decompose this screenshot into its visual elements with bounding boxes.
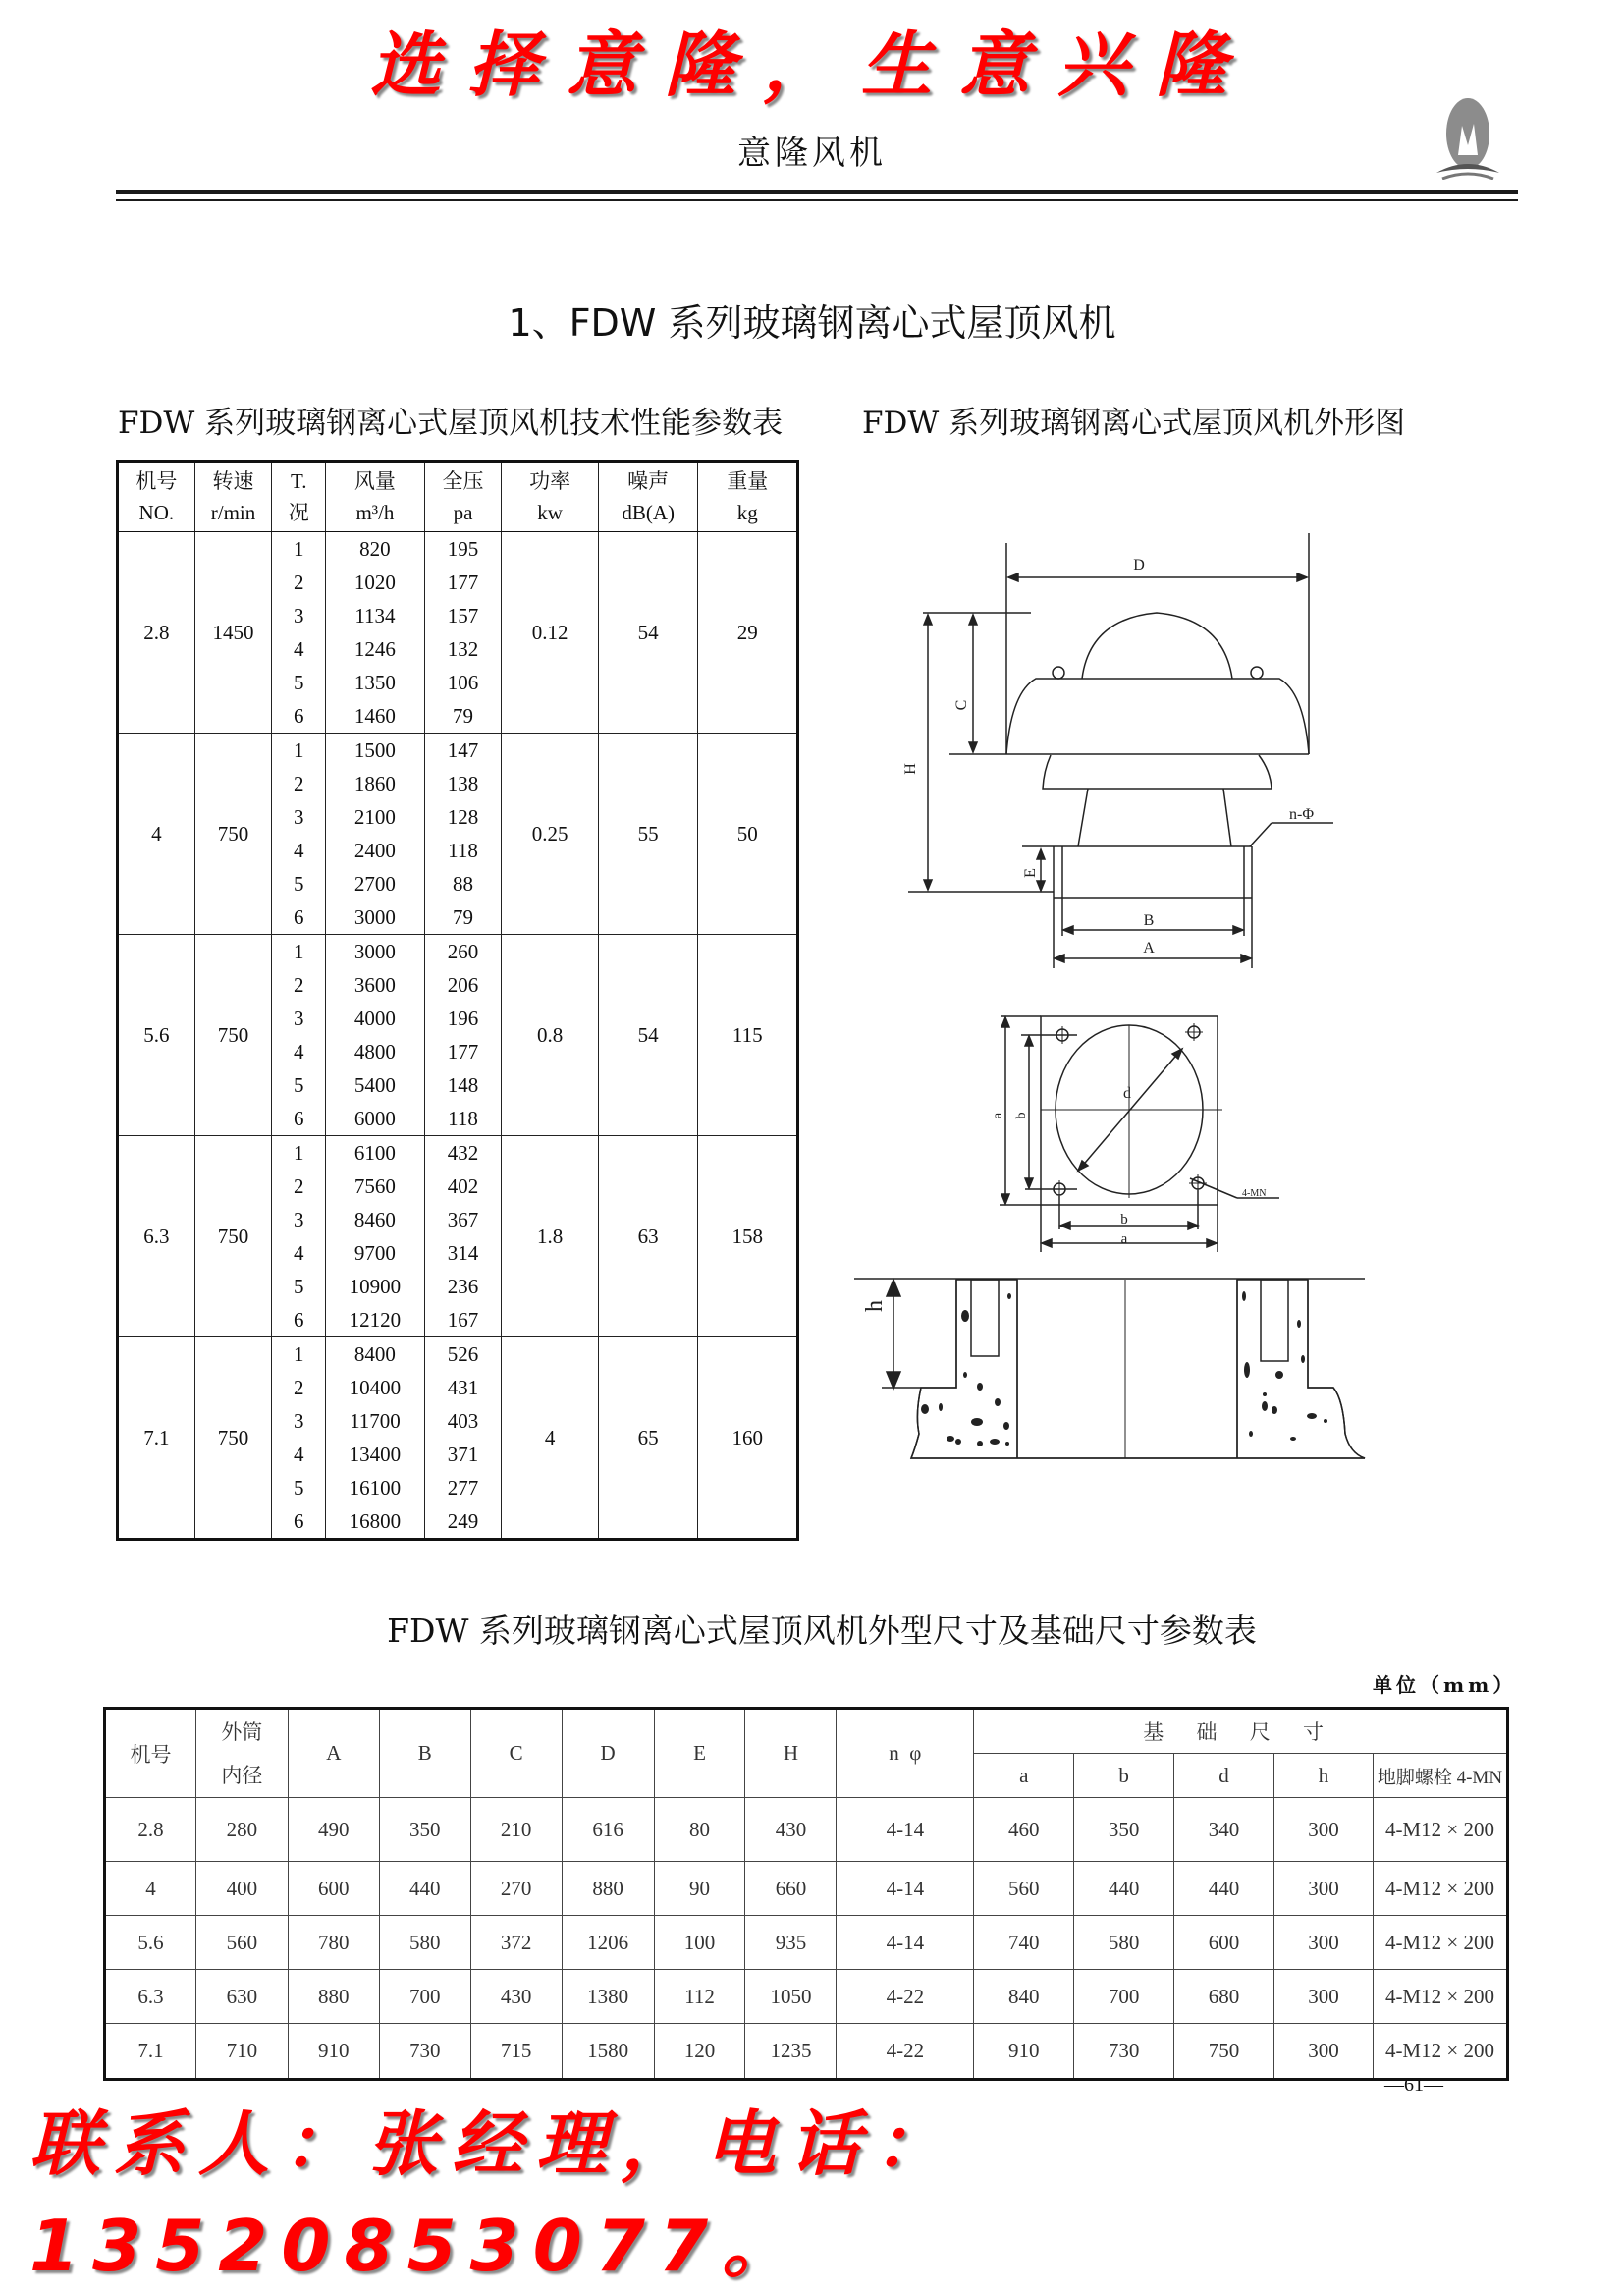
header-rule-thin: [116, 199, 1518, 201]
label-4-mn: 4-MN: [1242, 1188, 1267, 1199]
cell-a-lower: 740: [974, 1916, 1074, 1970]
header-unit: r/min: [210, 501, 256, 524]
header-no: [118, 462, 195, 532]
header-pressure: [424, 462, 502, 532]
foundation-plan-drawing: [854, 1002, 1443, 1473]
cell-d-lower: 680: [1174, 1970, 1274, 2024]
cell-pressure: 526 431 403 371 277 249: [424, 1337, 502, 1540]
header-unit: pa: [453, 501, 473, 524]
cell-a-upper: 780: [288, 1916, 379, 1970]
label-b: B: [1143, 912, 1155, 929]
cell-airflow: 8400 10400 11700 13400 16100 16800: [326, 1337, 425, 1540]
cell-airflow: 6100 7560 8460 9700 10900 12120: [326, 1136, 425, 1337]
cell-c-upper: 430: [470, 1970, 562, 2024]
cell-h-upper: 1050: [745, 1970, 837, 2024]
cell-n-phi: 4-14: [837, 1916, 974, 1970]
cell-bolt: 4-M12 × 200: [1373, 1862, 1507, 1916]
header-unit: dB(A): [622, 501, 675, 524]
page-number: —61—: [1384, 2074, 1443, 2096]
dimension-table: [103, 1707, 1509, 2081]
label-b-vertical: b: [1014, 1112, 1029, 1119]
table-row: [105, 1916, 1508, 1970]
header-airflow: [326, 462, 425, 532]
cell-outer-diameter: 560: [195, 1916, 288, 1970]
cell-b-lower: 730: [1074, 2024, 1174, 2080]
label-c: C: [953, 699, 970, 711]
section-title: 1、FDW 系列玻璃钢离心式屋顶风机: [508, 301, 1116, 345]
fan-side-view-drawing: [854, 530, 1394, 982]
header-foundation: 基 础 尺 寸: [974, 1709, 1508, 1754]
cell-b-upper: 730: [379, 2024, 470, 2080]
header-label: 转速: [212, 469, 254, 493]
performance-table-title: FDW 系列玻璃钢离心式屋顶风机技术性能参数表: [118, 406, 784, 441]
cell-noise: 54: [598, 532, 698, 734]
table-row: [105, 1970, 1508, 2024]
cell-speed: 750: [194, 935, 272, 1136]
cell-h-lower: 300: [1274, 2024, 1374, 2080]
cell-b-upper: 440: [379, 1862, 470, 1916]
cell-b-upper: 580: [379, 1916, 470, 1970]
cell-b-lower: 350: [1074, 1798, 1174, 1862]
table-row: [105, 2024, 1508, 2080]
header-label: 全压: [442, 469, 484, 493]
contact-banner: 联系人：张经理，电话：13520853077。: [29, 2102, 959, 2287]
header-outer-line1: 外筒: [221, 1719, 263, 1744]
table-row: [118, 532, 798, 734]
cell-conditions: 1 2 3 4 5 6: [272, 532, 326, 734]
brand-name: 意隆风机: [737, 134, 887, 173]
header-weight: [698, 462, 798, 532]
cell-b-upper: 700: [379, 1970, 470, 2024]
header-rule: [116, 190, 1518, 194]
cell-c-upper: 715: [470, 2024, 562, 2080]
cell-outer-diameter: 280: [195, 1798, 288, 1862]
label-a-horizontal: a: [1120, 1231, 1128, 1247]
header-b-upper: B: [379, 1709, 470, 1798]
cell-outer-diameter: 630: [195, 1970, 288, 2024]
cell-airflow: 820 1020 1134 1246 1350 1460: [326, 532, 425, 734]
cell-speed: 750: [194, 1136, 272, 1337]
cell-bolt: 4-M12 × 200: [1373, 2024, 1507, 2080]
cell-a-upper: 600: [288, 1862, 379, 1916]
cell-c-upper: 372: [470, 1916, 562, 1970]
slogan-banner: 选择意隆，生意兴隆: [369, 24, 1254, 106]
cell-a-lower: 910: [974, 2024, 1074, 2080]
table-row: [105, 1798, 1508, 1862]
cell-n-phi: 4-14: [837, 1798, 974, 1862]
label-d: D: [1133, 557, 1145, 573]
cell-no: 6.3: [118, 1136, 195, 1337]
table-row: [118, 1136, 798, 1337]
cell-conditions: 1 2 3 4 5 6: [272, 734, 326, 935]
header-e-upper: E: [654, 1709, 745, 1798]
cell-h-upper: 935: [745, 1916, 837, 1970]
table-header-row: [118, 462, 798, 532]
table-header-row: [105, 1709, 1508, 1754]
cell-conditions: 1 2 3 4 5 6: [272, 1136, 326, 1337]
cell-b-lower: 440: [1074, 1862, 1174, 1916]
label-b-horizontal: b: [1120, 1212, 1128, 1227]
cell-no: 4: [105, 1862, 196, 1916]
label-d: d: [1123, 1085, 1131, 1102]
cell-pressure: 195 177 157 132 106 79: [424, 532, 502, 734]
cell-b-lower: 580: [1074, 1916, 1174, 1970]
cell-d-upper: 1380: [562, 1970, 654, 2024]
cell-no: 2.8: [105, 1798, 196, 1862]
cell-b-upper: 350: [379, 1798, 470, 1862]
header-outer-line2: 内径: [221, 1763, 263, 1787]
cell-d-lower: 750: [1174, 2024, 1274, 2080]
table-row: [118, 734, 798, 935]
cell-no: 5.6: [105, 1916, 196, 1970]
cell-pressure: 432 402 367 314 236 167: [424, 1136, 502, 1337]
cell-d-lower: 340: [1174, 1798, 1274, 1862]
cell-h-lower: 300: [1274, 1798, 1374, 1862]
cell-pressure: 260 206 196 177 148 118: [424, 935, 502, 1136]
cell-d-lower: 600: [1174, 1916, 1274, 1970]
cell-h-upper: 1235: [745, 2024, 837, 2080]
header-a-lower: a: [974, 1754, 1074, 1798]
header-h-lower: h: [1274, 1754, 1374, 1798]
header-b-lower: b: [1074, 1754, 1174, 1798]
cell-h-lower: 300: [1274, 1916, 1374, 1970]
cell-outer-diameter: 400: [195, 1862, 288, 1916]
leaf-logo-icon: [1429, 96, 1507, 180]
cell-power: 4: [502, 1337, 599, 1540]
cell-h-lower: 300: [1274, 1970, 1374, 2024]
header-no: 机号: [105, 1709, 196, 1798]
cell-weight: 158: [698, 1136, 798, 1337]
drawing-title: FDW 系列玻璃钢离心式屋顶风机外形图: [862, 406, 1406, 441]
label-a: A: [1143, 940, 1155, 956]
header-outer-diameter: [195, 1709, 288, 1798]
cell-d-upper: 880: [562, 1862, 654, 1916]
header-unit: NO.: [138, 501, 175, 524]
dimension-table-title: FDW 系列玻璃钢离心式屋顶风机外型尺寸及基础尺寸参数表: [387, 1611, 1257, 1650]
cell-airflow: 1500 1860 2100 2400 2700 3000: [326, 734, 425, 935]
cell-power: 0.25: [502, 734, 599, 935]
header-c-upper: C: [470, 1709, 562, 1798]
cell-pressure: 147 138 128 118 88 79: [424, 734, 502, 935]
table-row: [118, 1337, 798, 1540]
cell-weight: 160: [698, 1337, 798, 1540]
cell-e-upper: 100: [654, 1916, 745, 1970]
label-a-vertical: a: [991, 1112, 1005, 1119]
table-row: [105, 1862, 1508, 1916]
cell-speed: 750: [194, 1337, 272, 1540]
label-h: H: [902, 763, 919, 775]
label-n-phi: n-Φ: [1289, 806, 1315, 823]
header-speed: [194, 462, 272, 532]
cell-power: 1.8: [502, 1136, 599, 1337]
header-bolt: 地脚螺栓 4-MN: [1373, 1754, 1507, 1798]
header-n-phi: n φ: [837, 1709, 974, 1798]
cell-speed: 1450: [194, 532, 272, 734]
header-unit: kg: [736, 501, 758, 524]
cell-bolt: 4-M12 × 200: [1373, 1798, 1507, 1862]
header-label: T.: [290, 469, 307, 493]
cell-a-upper: 490: [288, 1798, 379, 1862]
cell-a-lower: 840: [974, 1970, 1074, 2024]
header-h-upper: H: [745, 1709, 837, 1798]
cell-no: 7.1: [105, 2024, 196, 2080]
cell-noise: 54: [598, 935, 698, 1136]
cell-e-upper: 90: [654, 1862, 745, 1916]
cell-power: 0.12: [502, 532, 599, 734]
label-e: E: [1022, 868, 1039, 878]
cell-bolt: 4-M12 × 200: [1373, 1916, 1507, 1970]
cell-n-phi: 4-22: [837, 1970, 974, 2024]
cell-e-upper: 120: [654, 2024, 745, 2080]
header-label: 噪声: [627, 469, 670, 493]
cell-c-upper: 270: [470, 1862, 562, 1916]
header-power: [502, 462, 599, 532]
header-unit: m³/h: [355, 501, 395, 524]
cell-conditions: 1 2 3 4 5 6: [272, 935, 326, 1136]
cell-a-upper: 910: [288, 2024, 379, 2080]
cell-no: 5.6: [118, 935, 195, 1136]
unit-label: 单位（mm）: [1373, 1673, 1517, 1697]
cell-a-lower: 460: [974, 1798, 1074, 1862]
cell-conditions: 1 2 3 4 5 6: [272, 1337, 326, 1540]
cell-no: 2.8: [118, 532, 195, 734]
cell-d-upper: 616: [562, 1798, 654, 1862]
cell-a-lower: 560: [974, 1862, 1074, 1916]
cell-no: 7.1: [118, 1337, 195, 1540]
table-row: [118, 935, 798, 1136]
cell-outer-diameter: 710: [195, 2024, 288, 2080]
cell-noise: 65: [598, 1337, 698, 1540]
cell-b-lower: 700: [1074, 1970, 1174, 2024]
cell-airflow: 3000 3600 4000 4800 5400 6000: [326, 935, 425, 1136]
cell-no: 4: [118, 734, 195, 935]
header-a-upper: A: [288, 1709, 379, 1798]
cell-h-upper: 660: [745, 1862, 837, 1916]
cell-d-lower: 440: [1174, 1862, 1274, 1916]
cell-n-phi: 4-14: [837, 1862, 974, 1916]
performance-table: [116, 460, 799, 1541]
cell-e-upper: 112: [654, 1970, 745, 2024]
cell-bolt: 4-M12 × 200: [1373, 1970, 1507, 2024]
cell-a-upper: 880: [288, 1970, 379, 2024]
cell-n-phi: 4-22: [837, 2024, 974, 2080]
cell-h-lower: 300: [1274, 1862, 1374, 1916]
header-label: 机号: [135, 469, 178, 493]
header-unit: 况: [288, 501, 309, 524]
cell-weight: 29: [698, 532, 798, 734]
cell-weight: 50: [698, 734, 798, 935]
cell-noise: 55: [598, 734, 698, 935]
cell-weight: 115: [698, 935, 798, 1136]
cell-h-upper: 430: [745, 1798, 837, 1862]
header-unit: kw: [537, 501, 563, 524]
header-d-upper: D: [562, 1709, 654, 1798]
cell-d-upper: 1580: [562, 2024, 654, 2080]
cell-power: 0.8: [502, 935, 599, 1136]
header-noise: [598, 462, 698, 532]
header-condition: [272, 462, 326, 532]
cell-e-upper: 80: [654, 1798, 745, 1862]
cell-c-upper: 210: [470, 1798, 562, 1862]
label-h: h: [862, 1300, 888, 1312]
header-label: 功率: [529, 469, 571, 493]
cell-no: 6.3: [105, 1970, 196, 2024]
cell-speed: 750: [194, 734, 272, 935]
cell-d-upper: 1206: [562, 1916, 654, 1970]
header-label: 重量: [727, 469, 769, 493]
cell-noise: 63: [598, 1136, 698, 1337]
header-label: 风量: [353, 469, 396, 493]
header-d-lower: d: [1174, 1754, 1274, 1798]
